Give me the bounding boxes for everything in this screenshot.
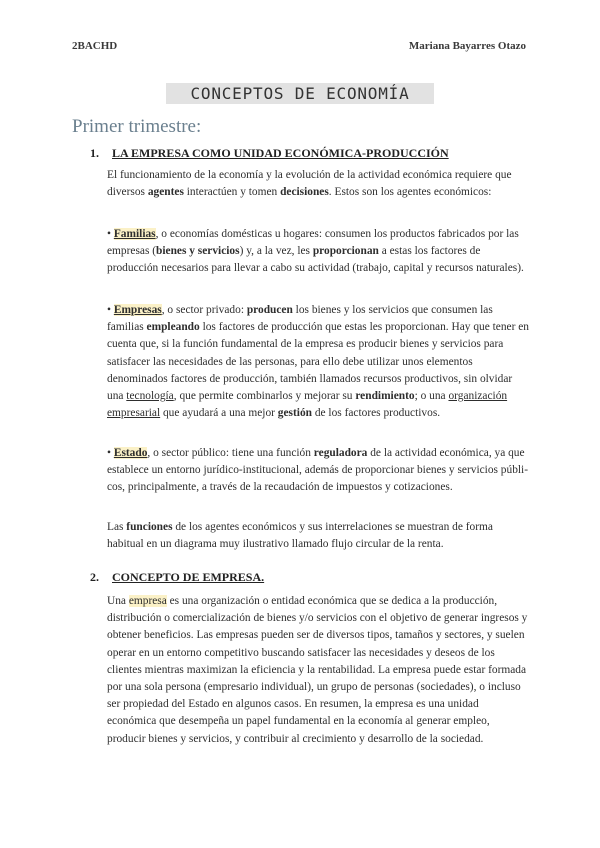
term-estado: Estado <box>113 447 148 459</box>
heading-2 <box>90 570 264 585</box>
heading-1-number: 1. <box>90 146 99 160</box>
header-author: Mariana Bayarres Otazo <box>408 40 526 52</box>
section-heading: Primer trimestre: <box>72 116 202 137</box>
paragraph-agents-intro: El funcionamiento de la economía y la evolución de la actividad económica requiere que diversos agentes interactúen y tomen decisiones. Estos son los agentes económicos: <box>107 169 512 199</box>
term-empresas: Empresas <box>113 304 162 316</box>
paragraph-familias: • Familias, o economías domésticas u hogares: consumen los productos fabricados por las empresas (bienes y servicios) y, a la vez, les proporcionan a estas los factores de producción necesarios para llevar a cabo su actividad (trabajo, capital y recursos naturales). <box>107 228 524 275</box>
paragraph-funciones: Las funciones de los agentes económicos y sus interrelaciones se muestran de forma habitual en un diagrama muy ilustrativo llamado flujo circular de la renta. <box>107 521 493 551</box>
term-empresa: empresa <box>128 595 167 607</box>
paragraph-empresa-definition: Una empresa es una organización o entidad económica que se dedica a la producción, distribución o comercialización de bienes y/o servicios con el objetivo de generar ingresos y obtener beneficios. Las empresas pueden ser de diversos tipos, tamaños y sectores, y suelen operar en un entorno competitivo buscando satisfacer las necesidades y deseos de los clientes mientras maximizan la eficiencia y la rentabilidad. La empresa puede estar formada por una sola persona (empresario individual), un grupo de personas (sociedades), o incluso ser propiedad del Estado en algunos casos. En resumen, la empresa es una unidad económica que desempeña un papel fundamental en la economía al generar empleo, producir bienes y servicios, y contribuir al crecimiento y desarrollo de la sociedad. <box>107 595 528 745</box>
header-course: 2BACHD <box>72 40 118 52</box>
heading-1 <box>90 146 449 161</box>
paragraph-estado: • Estado, o sector público: tiene una función reguladora de la actividad económica, ya que establece un entorno jurídico-institucional, además de proporcionar bienes y servicios públi-cos, principalmente, a través de la recaudación de impuestos y cotizaciones. <box>107 447 529 494</box>
document-title: CONCEPTOS DE ECONOMÍA <box>166 83 434 104</box>
paragraph-empresas: • Empresas, o sector privado: producen los bienes y los servicios que consumen las familias empleando los factores de producción que estas les proporcionan. Hay que tener en cuenta que, si la función fundamental de la empresa es producir bienes y servicios para satisfacer las necesidades de las personas, para ello debe utilizar unos elementos denominados factores de producción, también llamados recursos productivos, sin olvidar una tecnología, que permite combinarlos y mejorar su rendimiento; o una organización empresarial que ayudará a una mejor gestión de los factores productivos. <box>107 304 529 420</box>
heading-2-title: CONCEPTO DE EMPRESA. <box>112 570 265 584</box>
term-familias: Familias <box>113 228 156 240</box>
heading-1-title: LA EMPRESA COMO UNIDAD ECONÓMICA-PRODUCCIÓN <box>112 146 449 160</box>
heading-2-number: 2. <box>90 570 99 584</box>
